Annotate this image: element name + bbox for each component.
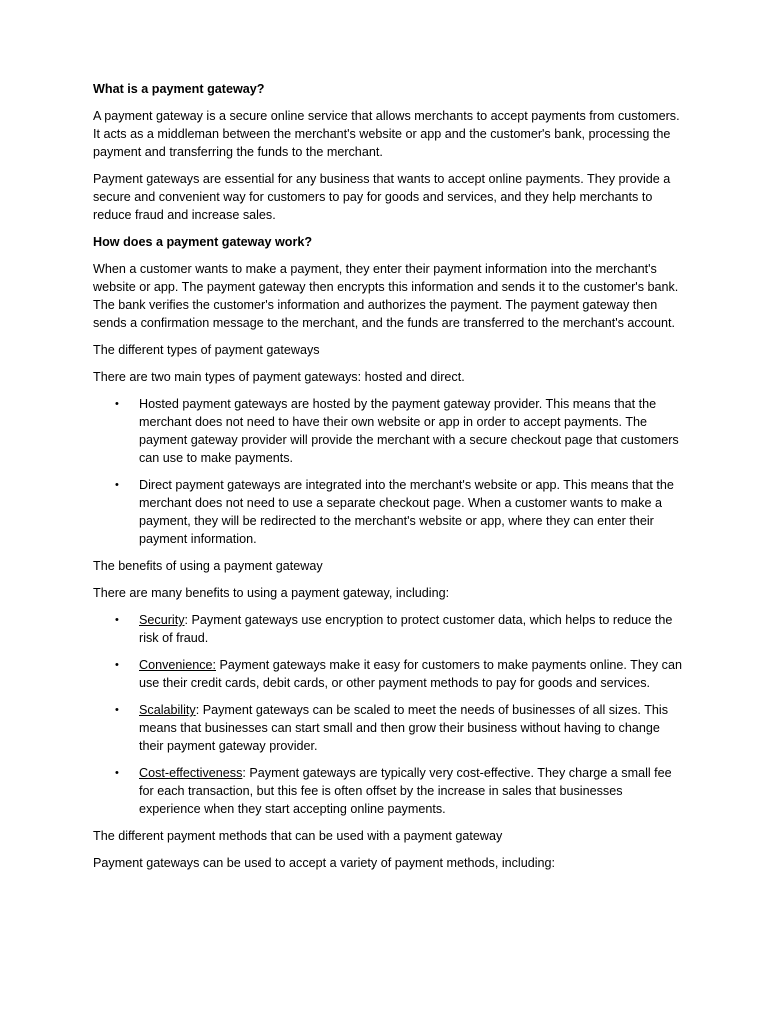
list-item-convenience — [93, 656, 683, 692]
list-item-security — [93, 611, 683, 647]
types-list — [93, 395, 683, 548]
benefit-term: Convenience: — [139, 658, 217, 672]
paragraph-definition: A payment gateway is a secure online service that allows merchants to accept payments from customers. It acts as a middleman between the merchant's website or app and the customer's bank, processing the payment and transferring the funds to the merchant. — [93, 109, 680, 159]
list-item-direct — [93, 476, 683, 548]
list-item-scalability — [93, 701, 683, 755]
document-page — [93, 80, 683, 881]
list-item-text: Hosted payment gateways are hosted by the payment gateway provider. This means that the merchant does not need to have their own website or app in order to accept payments. The payment gateway provider will provide the merchant with a secure checkout page that customers can use to make payments. — [139, 397, 679, 465]
list-item-cost-effectiveness — [93, 764, 683, 818]
paragraph-payment-methods-intro: Payment gateways can be used to accept a variety of payment methods, including: — [93, 856, 556, 870]
bullet-icon: • — [115, 659, 119, 671]
section-heading-what-is: What is a payment gateway? — [93, 82, 265, 96]
section-heading-types: The different types of payment gateways — [93, 343, 320, 357]
paragraph-benefits-intro: There are many benefits to using a payment gateway, including: — [93, 586, 450, 600]
benefit-term: Cost-effectiveness — [139, 766, 243, 780]
bullet-icon: • — [115, 767, 119, 779]
section-heading-how-it-works: How does a payment gateway work? — [93, 235, 313, 249]
benefit-text: : Payment gateways use encryption to protect customer data, which helps to reduce the risk of fraud. — [139, 613, 673, 645]
benefit-term: Scalability — [139, 703, 196, 717]
paragraph-how-it-works: When a customer wants to make a payment, they enter their payment information into the merchant's website or app. The payment gateway then encrypts this information and sends it to the customer's bank. The bank verifies the customer's information and authorizes the payment. The payment gateway then sends a confirmation message to the merchant, and the funds are transferred to the merchant's account. — [93, 262, 679, 330]
section-heading-payment-methods: The different payment methods that can be used with a payment gateway — [93, 829, 503, 843]
section-heading-benefits: The benefits of using a payment gateway — [93, 559, 323, 573]
benefits-list — [93, 611, 683, 818]
paragraph-types-intro: There are two main types of payment gateways: hosted and direct. — [93, 370, 465, 384]
benefit-term: Security — [139, 613, 185, 627]
benefit-text: : Payment gateways are typically very cost-effective. They charge a small fee for each transaction, but this fee is often offset by the increase in sales that businesses experience when they start accepting online payments. — [139, 766, 672, 816]
bullet-icon: • — [115, 704, 119, 716]
list-item-text: Direct payment gateways are integrated into the merchant's website or app. This means that the merchant does not need to use a separate checkout page. When a customer wants to make a payment, they will be redirected to the merchant's website or app, where they can enter their payment information. — [139, 478, 674, 546]
benefit-text: Payment gateways make it easy for customers to make payments online. They can use their credit cards, debit cards, or other payment methods to pay for goods and services. — [139, 658, 682, 690]
paragraph-importance: Payment gateways are essential for any business that wants to accept online payments. They provide a secure and convenient way for customers to pay for goods and services, and they help merchants to reduce fraud and increase sales. — [93, 172, 671, 222]
list-item-hosted — [93, 395, 683, 467]
benefit-text: : Payment gateways can be scaled to meet the needs of businesses of all sizes. This means that businesses can start small and then grow their business without having to change their payment gateway provider. — [139, 703, 668, 753]
bullet-icon: • — [115, 479, 119, 491]
bullet-icon: • — [115, 614, 119, 626]
bullet-icon: • — [115, 398, 119, 410]
